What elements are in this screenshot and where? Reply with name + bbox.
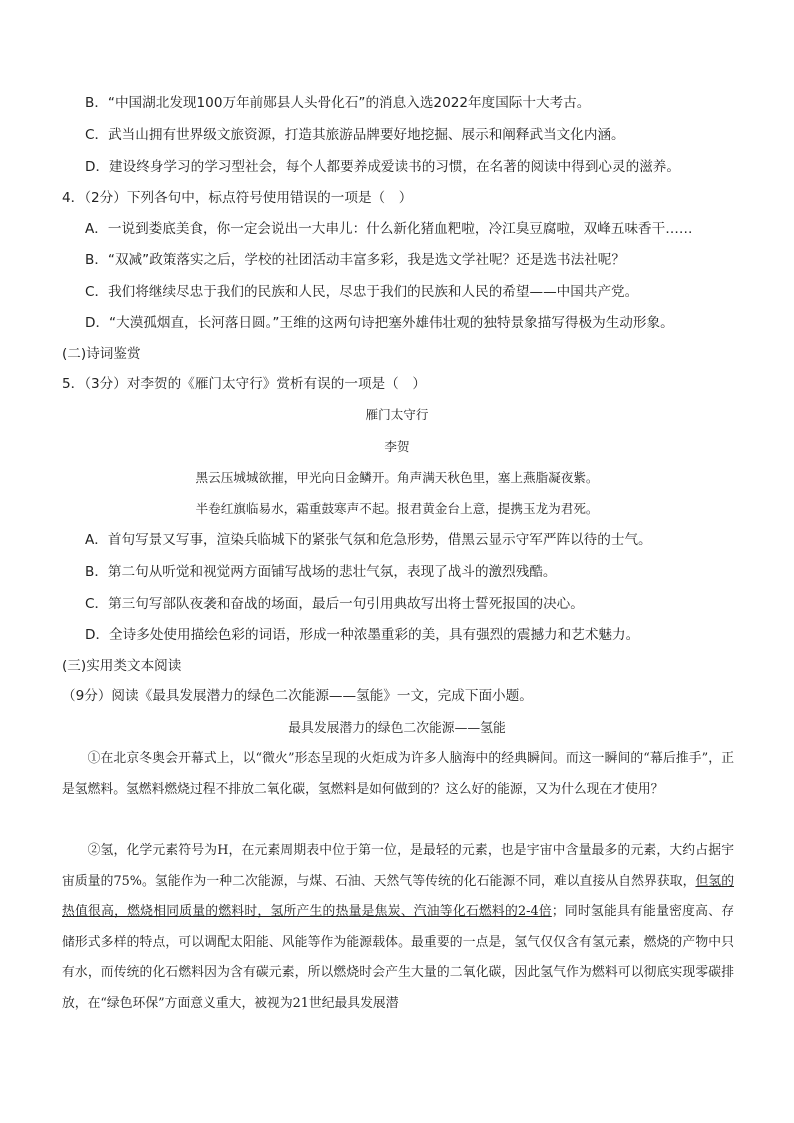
section-reading-heading: (三)实用类文本阅读 [62,658,182,674]
reading-stem: （9分）阅读《最具发展潜力的绿色二次能源——氢能》一文，完成下面小题。 [62,688,533,704]
q4-option-b: B．“双减”政策落实之后，学校的社团活动丰富多彩，我是选文学社呢？还是选书法社呢？ [85,252,625,268]
q5-option-c: C．第三句写部队夜袭和奋战的场面，最后一句引用典故写出将士誓死报国的决心。 [85,596,584,612]
q4-option-d: D．“大漠孤烟直，长河落日圆。”王维的这两句诗把塞外雄伟壮观的独特景象描写得极为生动形象。 [85,315,674,331]
q5-stem: 5．（3分）对李贺的《雁门太守行》赏析有误的一项是（ ） [62,376,426,392]
q5-option-b: B．第二句从听觉和视觉两方面铺写战场的悲壮气氛，表现了战斗的激烈残酷。 [85,564,557,580]
q3-option-c: C．武当山拥有世界级文旅资源，打造其旅游品牌要好地挖掘、展示和阐释武当文化内涵。 [85,127,625,143]
article-paragraph-2 [62,836,734,1019]
q4-option-c: C．我们将继续尽忠于我们的民族和人民，尽忠于我们的民族和人民的希望——中国共产党。 [85,284,639,300]
paragraph-2-text: ②氢，化学元素符号为H，在元素周期表中位于第一位，是最轻的元素，也是宇宙中含量最多的元素，大约占据宇宙质量的75%。氢能作为一种二次能源，与煤、石油、天然气等传统的化石能源不同，难以直接从自然界获取， [62,843,734,889]
paragraph-2-separator: ； [551,904,565,919]
underlined-sentence: 但氢的热值很高，燃烧相同质量的燃料时，氢所产生的热量是焦炭、汽油等化石燃料的2-4倍 [62,873,734,919]
poem-title: 雁门太守行 [365,407,429,422]
section-poetry-heading: (二)诗词鉴赏 [62,346,141,362]
poem-author: 李贺 [384,439,410,454]
q4-option-a: A．一说到娄底美食，你一定会说出一大串儿：什么新化猪血粑啦，冷江臭豆腐啦，双峰五味香干…… [85,221,693,237]
poem-line-2: 半卷红旗临易水，霜重鼓寒声不起。报君黄金台上意，提携玉龙为君死。 [195,501,599,516]
article-title: 最具发展潜力的绿色二次能源——氢能 [288,721,506,736]
q5-option-d: D．全诗多处使用描绘色彩的词语，形成一种浓墨重彩的美，具有强烈的震撼力和艺术魅力。 [85,627,640,643]
paragraph-2-text-cont: 同时氢能具有能量密度高、存储形式多样的特点，可以调配太阳能、风能等作为能源载体。最重要的一点是，氢气仅仅含有氢元素，燃烧的产物中只有水，而传统的化石燃料因为含有碳元素，所以燃烧时会产生大量的二氧化碳，因此氢气作为燃料可以彻底实现零碳排放，在“绿色环保”方面意义重大，被视为21世纪最具发展潜 [62,904,735,1011]
poem-line-1: 黑云压城城欲摧，甲光向日金鳞开。角声满天秋色里，塞上燕脂凝夜紫。 [195,470,599,485]
q4-stem: 4．（2分）下列各句中，标点符号使用错误的一项是（ ） [62,190,413,206]
q5-option-a: A．首句写景又写事，渲染兵临城下的紧张气氛和危急形势，借黑云显示守军严阵以待的士气。 [85,532,652,548]
q3-option-d: D．建设终身学习的学习型社会，每个人都要养成爱读书的习惯，在名著的阅读中得到心灵的滋养。 [85,159,680,175]
article-paragraph-1: ①在北京冬奥会开幕式上，以“微火”形态呈现的火炬成为许多人脑海中的经典瞬间。而这一瞬间的“幕后推手”，正是氢燃料。氢燃料燃烧过程不排放二氧化碳，氢燃料是如何做到的？这么好的能源，又为什么现在才使用？ [62,751,734,797]
q3-option-b: B．“中国湖北发现100万年前郧县人头骨化石”的消息入选2022年度国际十大考古。 [85,95,591,111]
